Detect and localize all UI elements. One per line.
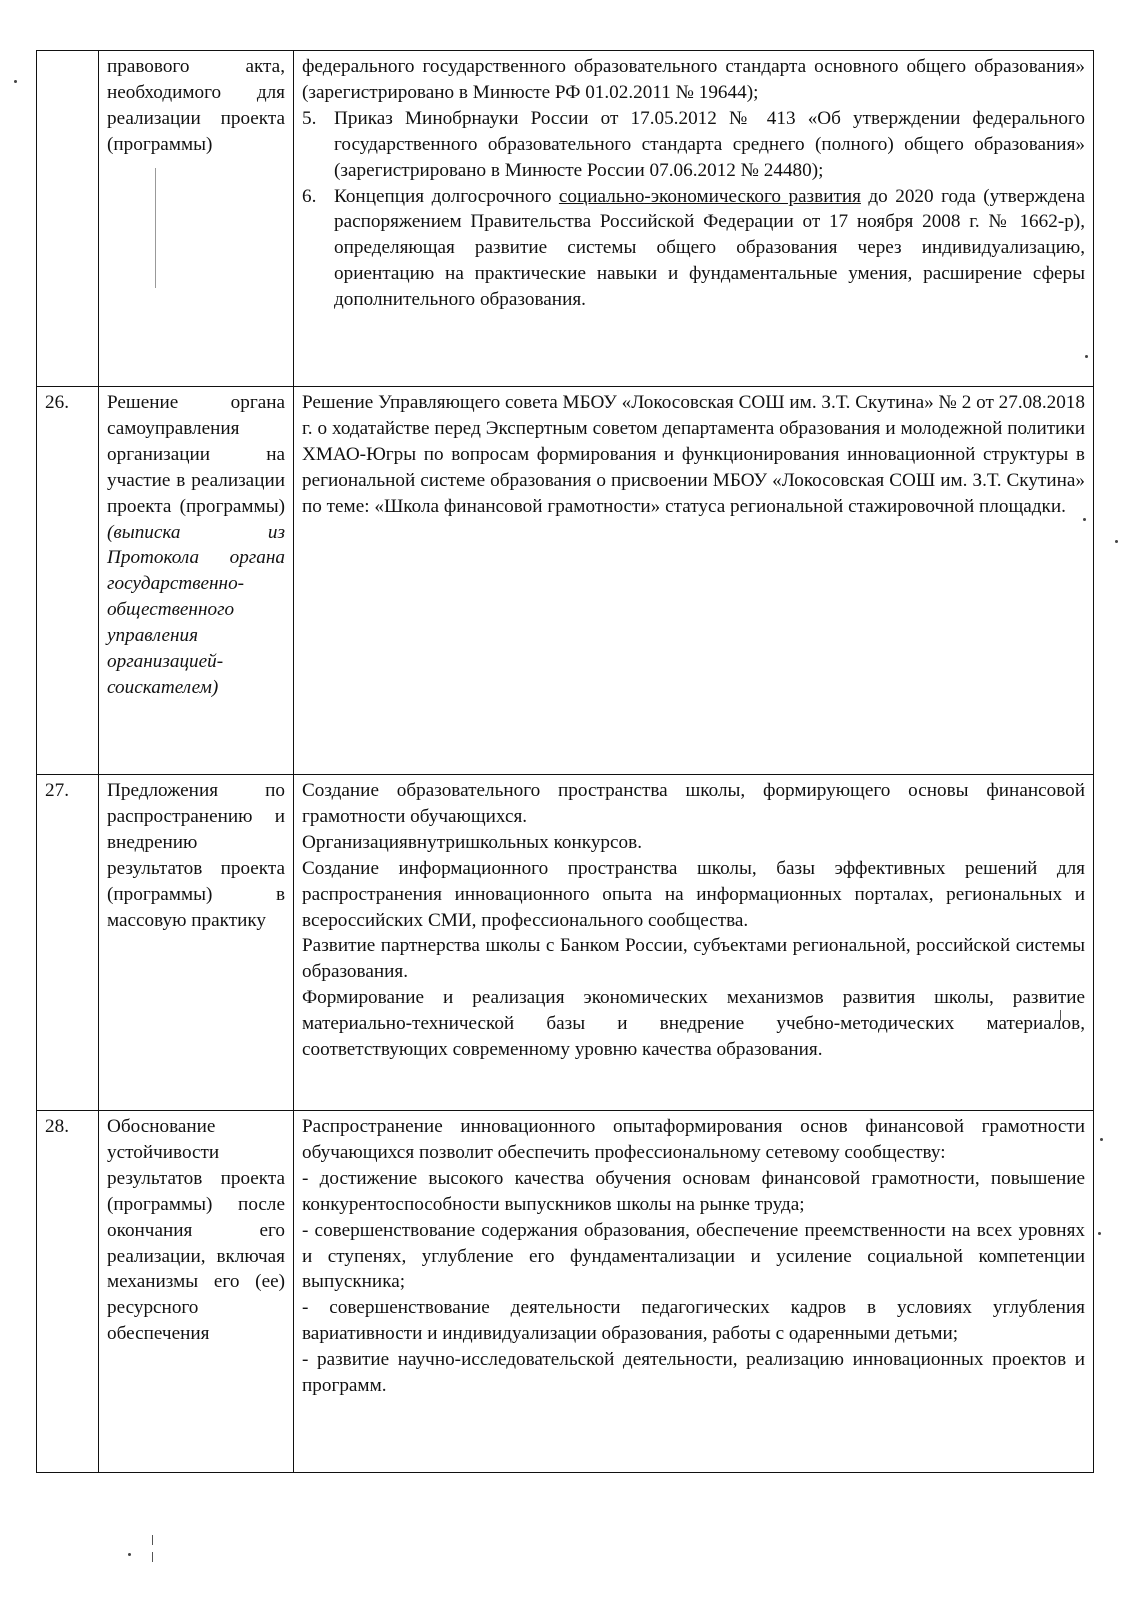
content-paragraph: - совершенствование содержания образования, обеспечение преемственности на всех уровнях и ступенях, углубление его фундаментализации и усиление социальной компетенции выпускника; (302, 1219, 1085, 1293)
row-number: 26. (37, 387, 99, 775)
content-paragraph: Создание информационного пространства школы, базы эффективных решений для распространения инновационного опыта на информационных порталах, региональных и всероссийских СМИ, профессионального сообщества. (302, 857, 1085, 931)
row-name-text: Решение органа самоуправления организации на участие в реализации проекта (программы) (107, 392, 285, 517)
table-row (37, 51, 1094, 387)
content-paragraph: Распространение инновационного опытаформирования основ финансовой грамотности обучающихся позволит обеспечить профессиональному сетевому сообществу: (302, 1116, 1085, 1163)
content-paragraph: Организациявнутришкольных конкурсов. (302, 831, 642, 853)
project-info-table (36, 50, 1094, 1473)
content-paragraph: - совершенствование деятельности педагогических кадров в условиях углубления вариативности и индивидуализации образования, работы с одаренными детьми; (302, 1297, 1085, 1345)
row-name-note: (выписка из Протокола органа государственно-общественного управления организацией-соискателем) (107, 521, 285, 698)
row-content (294, 1111, 1094, 1473)
regulation-list (302, 106, 1085, 313)
row-number: 28. (37, 1111, 99, 1473)
list-item: 5. Приказ Минобрнауки России от 17.05.2012 № 413 «Об утверждении федерального государственного образовательного стандарта среднего (полного) общего образования» (зарегистрировано в Минюсте России 07.06.2012 № 24480); (302, 107, 1085, 181)
scan-speck (14, 80, 17, 83)
row-name (99, 387, 294, 775)
content-paragraph: федерального государственного образовательного стандарта основного общего образования» (зарегистрировано в Минюсте РФ 01.02.2011 № 19644); (302, 56, 1085, 103)
row-name-text: правового акта, необходимого для реализации проекта (программы) (107, 56, 285, 155)
scan-speck (1098, 1232, 1101, 1235)
scan-tick (152, 1535, 153, 1545)
table-row (37, 387, 1094, 775)
content-paragraph: - развитие научно-исследовательской деятельности, реализацию инновационных проектов и программ. (302, 1349, 1085, 1397)
row-name (99, 51, 294, 387)
row-name-text: Обоснование устойчивости результатов проекта (программы) после окончания его реализации, включая механизмы его (ее) ресурсного обеспечения (107, 1116, 285, 1345)
content-paragraph: Создание образовательного пространства школы, формирующего основы финансовой грамотности обучающихся. (302, 780, 1085, 827)
row-content (294, 51, 1094, 387)
scan-speck (128, 1553, 131, 1556)
table-row (37, 1111, 1094, 1473)
content-paragraph: Развитие партнерства школы с Банком России, субъектами региональной, российской системы образования. (302, 935, 1085, 983)
row-number (37, 51, 99, 387)
row-name (99, 1111, 294, 1473)
content-paragraph: - достижение высокого качества обучения основам финансовой грамотности, повышение конкурентоспособности выпускников школы на рынке труда; (302, 1167, 1085, 1215)
table-row (37, 775, 1094, 1111)
scan-tick (155, 168, 156, 288)
content-paragraph: Формирование и реализация экономических механизмов развития школы, развитие материально-технической базы и внедрение учебно-методических материалов, соответствующих современному уровню качества образования. (302, 987, 1085, 1061)
row-content (294, 387, 1094, 775)
content-paragraph: Решение Управляющего совета МБОУ «Локосовская СОШ им. З.Т. Скутина» № 2 от 27.08.2018 г. о ходатайстве перед Экспертным советом департамента образования и молодежной политики ХМАО-Югры по вопросам формирования и функционирования инновационной структуры в региональной системе образования о присвоении МБОУ «Локосовская СОШ им. З.Т. Скутина» по теме: «Школа финансовой грамотности» статуса региональной стажировочной площадки. (302, 392, 1085, 517)
row-name-text: Предложения по распространению и внедрению результатов проекта (программы) в массовую практику (107, 780, 285, 931)
row-content (294, 775, 1094, 1111)
scan-speck (1100, 1138, 1103, 1141)
scan-speck (1115, 540, 1118, 543)
row-number: 27. (37, 775, 99, 1111)
list-item: 6. Концепция долгосрочного социально-экономического развития до 2020 года (утверждена распоряжением Правительства Российской Федерации от 17 ноября 2008 г. № 1662-р), определяющая развитие системы общего образования через индивидуализацию, ориентацию на практические навыки и фундаментальные умения, расширение сферы дополнительного образования. (302, 185, 1085, 311)
row-name (99, 775, 294, 1111)
scan-tick (152, 1552, 153, 1562)
